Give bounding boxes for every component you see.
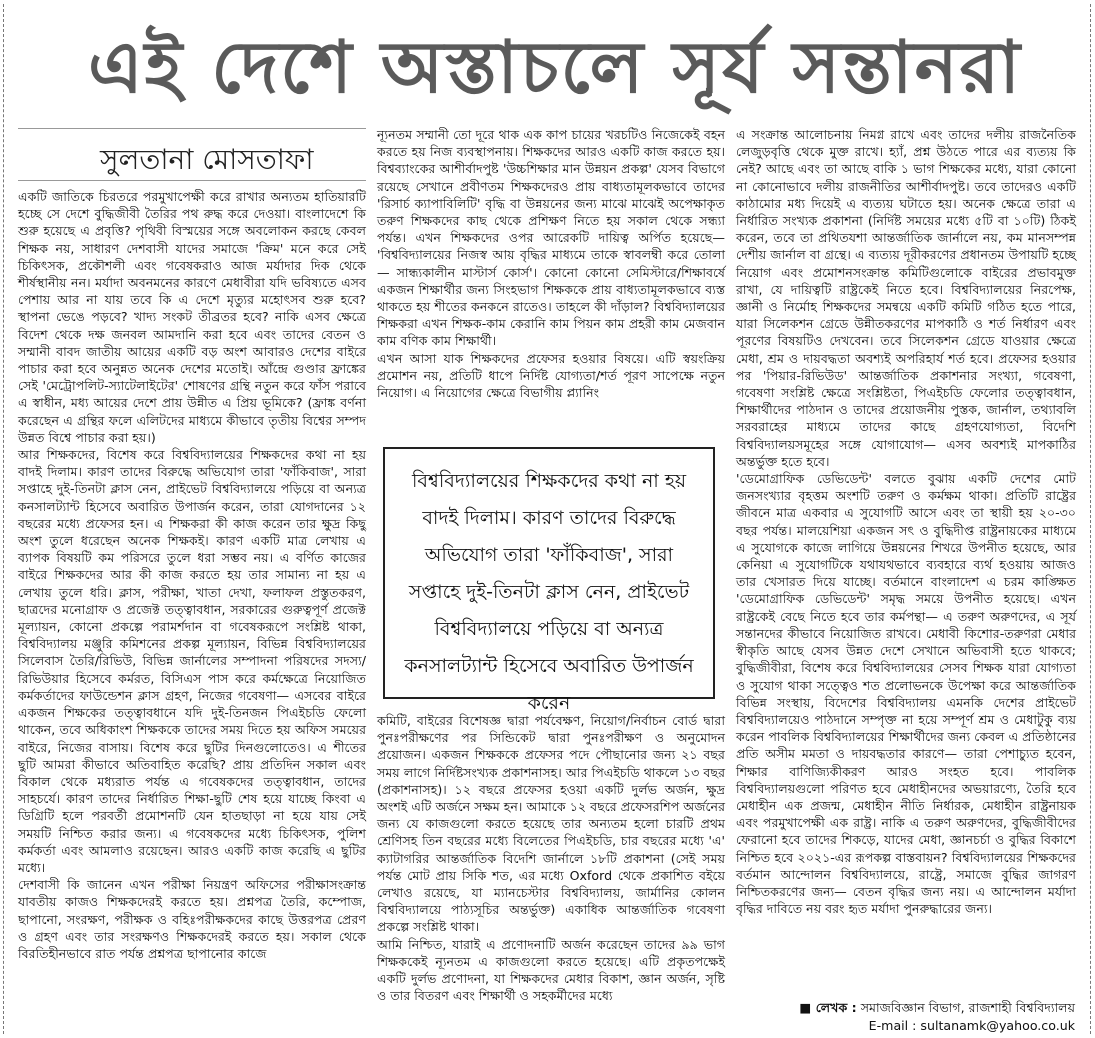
- column-2-top: [377, 126, 725, 444]
- paragraph: 'ডেমোগ্রাফিক ডেভিডেন্ট' বলতে বুঝায় একটি দেশের মোট জনসংখ্যার বৃহত্তম অংশটি তরুণ ও কর্মক্ষম থাকা। প্রতিটি রাষ্ট্রের জীবনে মাত্র একবার এ সুযোগটি আসে এবং তা স্থায়ী হয় ২০-৩০ বছর পর্যন্ত। মালয়েশিয়া একজন সৎ ও বুদ্ধিদীপ্ত রাষ্ট্রনায়কের মাধ্যমে এ সুযোগকে কাজে লাগিয়ে উন্নয়নের শিখরে উপনীত হয়েছে, আর কেনিয়া এ সুযোগটিকে যথাযথভাবে ব্যবহারে ব্যর্থ হওয়ায় আজও তার খেসারত দিয়ে যাচ্ছে। বর্তমানে বাংলাদেশ এ চরম কাঙ্ক্ষিত 'ডেমোগ্রাফিক ডেভিডেন্ট' সমৃদ্ধ সময়ে উপনীত হয়েছে। এখন রাষ্ট্রকেই বেছে নিতে হবে তার কর্মপন্থা— এ তরুণ অরুণদের, এ সূর্য সন্তানদের কীভাবে নিয়োজিত রাখবে। মেধাবী কিশোর-তরুণরা মেধার স্বীকৃতি আছে যেসব উন্নত দেশে সেখানে অভিবাসী হতে থাকবে; বুদ্ধিজীবীরা, বিশেষ করে বিশ্ববিদ্যালয়ের সেসব শিক্ষক যারা যোগ্যতা ও সুযোগ থাকা সত্ত্বেও শত প্রলোভনকে উপেক্ষা করে আন্তর্জাতিক বিভিন্ন সংস্থায়, বিদেশের বিশ্ববিদ্যালয় এমনকি দেশের প্রাইভেট বিশ্ববিদ্যালয়েও পাঠদানে সম্পৃক্ত না হয়ে সম্পূর্ণ শ্রম ও মেধাটুকু ব্যয় করেন পাবলিক বিশ্ববিদ্যালয়ের শিক্ষার্থীদের জন্য কেবল এ প্রতিষ্ঠানের প্রতি অসীম মমতা ও দায়বদ্ধতার কারণে— তারা পেশাচ্যুত হবেন, শিক্ষার বাণিজ্যিকীকরণ আরও সংহত হবে। পাবলিক বিশ্ববিদ্যালয়গুলো পরিণত হবে মেধাহীনদের অভয়ারণ্যে, তৈরি হবে মেধাহীন এক প্রজন্ম, মেধাহীন নীতি নির্ধারক, মেধাহীন রাষ্ট্রনায়ক এবং পরমুখাপেক্ষী এক রাষ্ট্র। নাকি এ তরুণ অরুণদের, বুদ্ধিজীবীদের ফেরানো হবে তাদের শিকড়ে, যাদের মেধা, জ্ঞানচর্চা ও বুদ্ধির বিকাশে নিশ্চিত হবে ২০২১-এর রূপকল্প বাস্তবায়ন? বিশ্ববিদ্যালয়ের শিক্ষকদের বর্তমান আন্দোলন বিশ্ববিদ্যালয়ে, রাষ্ট্রে, সমাজে বুদ্ধির জাগরণ নিশ্চিতকরণের জন্য— বেতন বৃদ্ধির জন্য নয়। এ আন্দোলন মর্যাদা বৃদ্ধির দাবিতে নয় বরং হৃত মর্যাদা পুনরুদ্ধারের জন্য।: [736, 471, 1076, 917]
- paragraph: একটি জাতিকে চিরতরে পরমুখাপেক্ষী করে রাখার অন্যতম হাতিয়ারটি হচ্ছে সে দেশে বুদ্ধিজীবী তৈরির পথ রুদ্ধ করে দেওয়া। বাংলাদেশে কি শুরু হয়েছে এ প্রবৃত্তি? পৃথিবী বিস্ময়ের সঙ্গে অবলোকন করছে কেবল শিক্ষক নয়, সাধারণ দেশবাসী যাদের সমাজে 'ক্রিম' মনে করে সেই চিকিৎসক, প্রকৌশলী এবং গবেষকরাও আজ মর্যাদার দিক থেকে শীর্ষস্থানীয় নন। মর্যাদা অবনমনের কারণে মেধাবীরা যদি ভবিষ্যতে এসব পেশায় আর না যায় তবে কি এ দেশে মৃত্যুর মহোৎসব শুরু হবে? স্থাপনা ভেঙে পড়বে? খাদ্য সংকট তীব্রতর হবে? নাকি এসব ক্ষেত্রে বিদেশ থেকে দক্ষ জনবল আমদানি করা হবে এবং তাদের বেতন ও সম্মানী বাবদ জাতীয় আয়ের একটি বড় অংশ আবারও দেশের বাইরে পাচার করা হবে অনুন্নত অনেক দেশের মতোই। আঁন্দ্রে গুণ্ডার ফ্রাঙ্কের সেই 'মেট্রোপলিট-স্যাটেলাইটের' শোষণের গ্রন্থি নতুন করে ফাঁস পরাবে এ স্বাধীন, মধ্য আয়ের দেশে প্রায় উন্নীত এ প্রিয় ভূমিকে? (ফ্রাঙ্ক বর্ণনা করেছেন এ গ্রন্থির ফলে এলিটদের মাধ্যমে কীভাবে তৃতীয় বিশ্বের সম্পদ উন্নত বিশ্বে পাচার করা হয়।): [18, 189, 366, 445]
- left-border: [3, 4, 4, 1034]
- right-border: [1090, 4, 1091, 1034]
- paragraph: দেশবাসী কি জানেন এখন পরীক্ষা নিয়ন্ত্রণ অফিসের পরীক্ষাসংক্রান্ত যাবতীয় কাজও শিক্ষকদেরই করতে হয়। প্রশ্নপত্র তৈরি, কম্পোজ, ছাপানো, সংরক্ষণ, পরীক্ষক ও বহিঃপরীক্ষকদের কাছে উত্তরপত্র প্রেরণ ও গ্রহণ এবং তার সংরক্ষণও শিক্ষকদেরই করতে হয়। সকাল থেকে বিরতিহীনভাবে রাত পর্যন্ত প্রশ্নপত্র ছাপানোর কাজে: [18, 877, 366, 961]
- paragraph: আমি নিশ্চিত, যারাই এ প্রণোদনাটি অর্জন করেছেন তাদের ৯৯ ভাগ শিক্ষককেই ন্যূনতম এ কাজগুলো করতে হয়েছে। এটি প্রকৃতপক্ষেই একটি দুর্লভ প্রণোদনা, যা শিক্ষকদের মেধার বিকাশ, জ্ঞান অর্জন, সৃষ্টি ও তার বিতরণ এবং শিক্ষার্থী ও সহকর্মীদের মধ্যে: [377, 936, 725, 1004]
- headline-rule: [18, 128, 366, 129]
- headline: এই দেশে অস্তাচলে সূর্য সন্তানরা: [87, 25, 1023, 109]
- paragraph: ন্যূনতম সম্মানী তো দূরে থাক এক কাপ চায়ের খরচটিও নিজেকেই বহন করতে হয় নিজ ব্যবস্থাপনায়। শিক্ষকদের আরও একটি কাজ করতে হয়। বিশ্বব্যাংকের আশীর্বাদপুষ্ট 'উচ্চশিক্ষার মান উন্নয়ন প্রকল্প' যেসব বিভাগে রয়েছে সেখানে প্রবীণতম শিক্ষকদেরও প্রায় বাধ্যতামূলকভাবে তাদের 'রিসার্চ ক্যাপাবিলিটি' বৃদ্ধি বা উন্নয়নের জন্য মাঝে মাঝেই অপেক্ষাকৃত তরুণ শিক্ষকদের কাছ থেকে প্রশিক্ষণ নিতে হয় সকাল থেকে সন্ধ্যা পর্যন্ত। এখন শিক্ষকদের ওপর আরেকটি দায়িত্ব অর্পিত হয়েছে— 'বিশ্ববিদ্যালয়ের নিজস্ব আয় বৃদ্ধির মাধ্যমে তাকে স্বাবলম্বী করে তোলা— সান্ধ্যকালীন মাস্টার্স কোর্স'। কোনো কোনো সেমিস্টারে/শিক্ষাবর্ষে একজন শিক্ষার্থীর জন্য সিংহভাগ শিক্ষককে প্রায় বাধ্যতামূলকভাবে ব্যস্ত থাকতে হয় শীতের কনকনে রাতেও। তাহলে কী দাঁড়াল? বিশ্ববিদ্যালয়ের শিক্ষকরা এখন শিক্ষক-কাম কেরানি কাম পিয়ন কাম প্রহরী কাম মেজবান কাম বণিক কাম শিক্ষার্থী।: [377, 127, 725, 349]
- column-2-bottom: [377, 712, 725, 1038]
- column-1: [18, 188, 366, 1038]
- author-email: E-mail : sultanamk@yahoo.co.uk: [868, 1018, 1075, 1033]
- paragraph: এ সংক্রান্ত আলোচনায় নিমগ্ন রাখে এবং তাদের দলীয় রাজনৈতিক লেজুড়বৃত্তি থেকে মুক্ত রাখে। হ্যাঁ, প্রশ্ন উঠতে পারে এর ব্যত্যয় কি নেই? আছে এবং তা আছে বাকি ১ ভাগ শিক্ষকের মধ্যে, যারা কোনো না কোনোভাবে দলীয় রাজনীতির আশীর্বাদপুষ্ট। তবে তাদেরও একটি কাঠামোর মধ্য দিয়েই এ ব্যত্যয় ঘটাতে হয়। অনেক ক্ষেত্রে তারা এ নির্ধারিত সংখ্যক প্রকাশনা (নির্দিষ্ট সময়ের মধ্যে ৫টি বা ১০টি) ঠিকই করেন, তবে তা প্রথিতযশা আন্তর্জাতিক জার্নালে নয়, কম মানসম্পন্ন দেশীয় জার্নাল বা গ্রন্থে। এ ব্যত্যয় দূরীকরণের প্রধানতম উপায়টি হচ্ছে নিয়োগ এবং প্রমোশনসংক্রান্ত কমিটিগুলোকে বাইরের প্রভাবমুক্ত রাখা, যে দায়িত্বটি রাষ্ট্রকেই নিতে হবে। বিশ্ববিদ্যালয়ের নিরপেক্ষ, জ্ঞানী ও নির্মোহ শিক্ষকদের সমন্বয়ে একটি কমিটি গঠিত হতে পারে, যারা সিলেকশন গ্রেডে উন্নীতকরণের মাপকাঠি ও শর্ত নির্ধারণ এবং পূরণের বিষয়টিও দেখবেন। তবে সিলেকশন গ্রেডে যাওয়ার ক্ষেত্রে মেধা, শ্রম ও দায়বদ্ধতা অবশ্যই অপরিহার্য শর্ত হবে। প্রফেসর হওয়ার পর 'পিয়ার-রিভিউড' আন্তর্জাতিক প্রকাশনার সংখ্যা, গবেষণা, গবেষণা সংশ্লিষ্ট ক্ষেত্রে সংশ্লিষ্টতা, পিএইচডি ফেলোর তত্ত্বাবধান, শিক্ষার্থীদের পাঠদান ও তাদের প্রয়োজনীয় পুস্তক, জার্নাল, তথ্যাবলি সরবরাহের মাধ্যমে তাদের কাছে গ্রহণযোগ্যতা, বিদেশি বিশ্ববিদ্যালয়সমূহের সঙ্গে যোগাযোগ— এসব অবশ্যই মাপকাঠির অন্তর্ভুক্ত হতে হবে।: [736, 127, 1076, 469]
- byline: সুলতানা মোসতাফা: [100, 143, 314, 176]
- author-label: ■ লেখক :: [799, 1000, 857, 1015]
- column-3: [736, 126, 1076, 999]
- byline-rule: [18, 180, 366, 181]
- pull-quote: বিশ্ববিদ্যালয়ের শিক্ষকদের কথা না হয় বাদই দিলাম। কারণ তাদের বিরুদ্ধে অভিযোগ তারা 'ফাঁকিবাজ', সারা সপ্তাহে দুই-তিনটা ক্লাস নেন, প্রাইভেট বিশ্ববিদ্যালয়ে পড়িয়ে বা অন্যত্র কনসালট্যান্ট হিসেবে অবারিত উপার্জন করেন: [383, 447, 715, 699]
- author-credit: [799, 1000, 1075, 1020]
- paragraph: কমিটি, বাইরের বিশেষজ্ঞ দ্বারা পর্যবেক্ষণ, নিয়োগ/নির্বাচন বোর্ড দ্বারা পুনঃপরীক্ষণের পর সিন্ডিকেট দ্বারা পুনঃপরীক্ষণ ও অনুমোদন প্রয়োজন। একজন শিক্ষককে প্রফেসর পদে পৌছানোর জন্য ২১ বছর সময় লাগে নির্দিষ্টসংখ্যক প্রকাশনাসহ। আর পিএইচডি থাকলে ১৩ বছর (প্রকাশনাসহ)। ১২ বছরে প্রফেসর হওয়া একটি দুর্লভ অর্জন, ক্ষুদ্র অংশই এটি অর্জনে সক্ষম হন। আমাকে ১২ বছরে প্রফেসরশিপ অর্জনের জন্য যে কাজগুলো করতে হয়েছে তার অন্যতম হলো চারটি প্রথম শ্রেণিসহ তিন বছরের মধ্যে বিলেতের পিএইচডি, চার বছরের মধ্যে 'এ' ক্যাটাগরির আন্তর্জাতিক বিদেশি জার্নালে ১৮টি প্রকাশনা (সেই সময় পর্যন্ত মোট প্রায় সিকি শত, এর মধ্যে Oxford থেকে প্রকাশিত বইয়ে লেখাও রয়েছে, যা ম্যানচেস্টার বিশ্ববিদ্যালয়, জার্মানির কোলন বিশ্ববিদ্যালয়ে পাঠ্যসূচির অন্তর্ভুক্ত) একাধিক আন্তর্জাতিক গবেষণা প্রকল্পে সংশ্লিষ্ট থাকা।: [377, 713, 725, 935]
- paragraph: আর শিক্ষকদের, বিশেষ করে বিশ্ববিদ্যালয়ের শিক্ষকদের কথা না হয় বাদই দিলাম। কারণ তাদের বিরুদ্ধে অভিযোগ তারা 'ফাঁকিবাজ', সারা সপ্তাহে দুই-তিনটা ক্লাস নেন, প্রাইভেট বিশ্ববিদ্যালয়ে পড়িয়ে বা অন্যত্র কনসালট্যান্ট হিসেবে অবারিত উপার্জন করেন, তারা যোগদানের ১২ বছরের মধ্যে প্রফেসর হন। এ শিক্ষকরা কী কাজ করেন তার ক্ষুদ্র কিছু অংশ তুলে ধরেছেন অনেক শিক্ষকই। কারণ একটি মাত্র লেখায় এ ব্যাপক বিষয়টি কম পরিসরে তুলে ধরা সম্ভব নয়। এ বর্ণিত কাজের বাইরে শিক্ষকদের আর কী কাজ করতে হয় তার সামান্য না হয় এ লেখায় তুলে ধরি। ক্লাস, পরীক্ষা, খাতা দেখা, ফলাফল প্রস্তুতকরণ, ছাত্রদের মনোগ্রাফ ও প্রজেক্ট তত্ত্বাবধান, সরকারের গুরুত্বপূর্ণ প্রজেক্ট মূল্যায়ন, কোনো প্রকল্পে পরামর্শদান বা গবেষকরূপে সংশ্লিষ্ট থাকা, বিশ্ববিদ্যালয় মঞ্জুরি কমিশনের প্রকল্প মূল্যায়ন, বিভিন্ন বিশ্ববিদ্যালয়ের সিলেবাস তৈরি/রিভিউ, বিভিন্ন জার্নালের সম্পাদনা পরিষদের সদস্য/রিভিউয়ার হিসেবে কর্মরত, বিসিএস পাস করে কর্মক্ষেত্রে নিয়োজিত কর্মকর্তাদের ফাউন্ডেশন ক্লাস গ্রহণ, নিজের গবেষণা— এসবের বাইরে একজন শিক্ষকের তত্ত্বাবধানে যদি দুই-তিনজন পিএইচডি ফেলো থাকেন, তবে অধিকাংশ শিক্ষককে তাদের সময় দিতে হয় অফিস সময়ের বাইরে, নিজের বাসায়। বিশেষ করে ছুটির দিনগুলোতেও। এ শীতের ছুটি আমরা কীভাবে অতিবাহিত করেছি? প্রায় প্রতিদিন সকাল এবং বিকাল থেকে মধ্যরাত পর্যন্ত এ গবেষকদের তত্ত্বাবধান, তাদের সাহচর্যে। কারণ তাদের নির্ধারিত শিক্ষা-ছুটি শেষ হয়ে যাচ্ছে কিংবা এ ডিগ্রিটি হলে পরবর্তী প্রমোশনটি যেন হাতছাড়া না হয়ে যায় সেই সময়টি নিশ্চিত করার জন্য। এ গবেষকদের মধ্যে চিকিৎসক, পুলিশ কর্মকর্তা এবং আমলাও রয়েছেন। আরও একটি কাজ করেছি এ ছুটির মধ্যে।: [18, 447, 366, 875]
- author-affiliation: সমাজবিজ্ঞান বিভাগ, রাজশাহী বিশ্ববিদ্যালয়: [860, 1000, 1075, 1015]
- paragraph: এখন আসা যাক শিক্ষকদের প্রফেসর হওয়ার বিষয়ে। এটি স্বয়ংক্রিয় প্রমোশন নয়, প্রতিটি ধাপে নির্দিষ্ট যোগ্যতা/শর্ত পূরণ সাপেক্ষে নতুন নিয়োগ। এ নিয়োগের ক্ষেত্রে বিভাগীয় প্ল্যানিং: [377, 350, 725, 401]
